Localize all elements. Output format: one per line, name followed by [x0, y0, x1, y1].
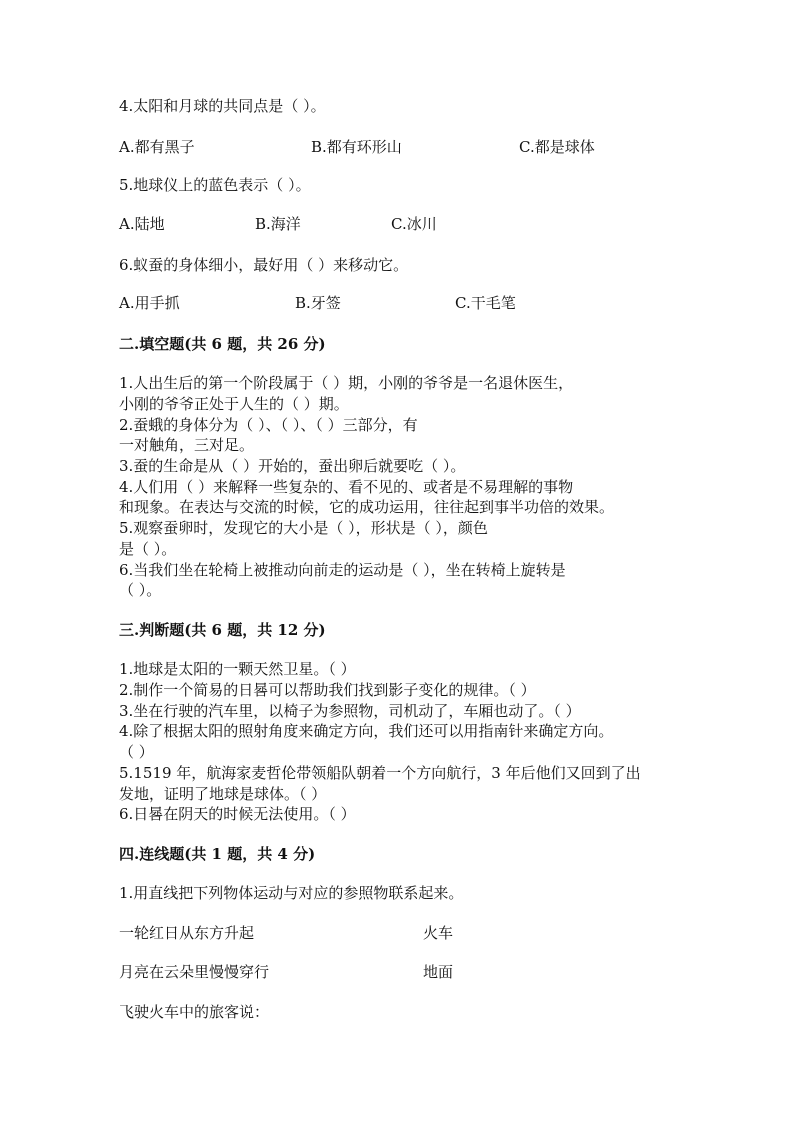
text-line: 1.人出生后的第一个阶段属于（ ）期，小刚的爷爷是一名退休医生，: [119, 374, 574, 392]
text-line: 6.日晷在阴天的时候无法使用。（ ）: [119, 805, 356, 823]
text-line: 2.蚕蛾的身体分为（ ）、（ ）、（ ）三部分，有: [119, 416, 418, 434]
option-a: A.陆地: [119, 215, 165, 233]
section-heading-judge: 三.判断题(共 6 题，共 12 分): [119, 621, 326, 639]
text-line: 5.观察蚕卵时，发现它的大小是（ ），形状是（ ），颜色: [119, 519, 488, 537]
match-instruction: 1.用直线把下列物体运动与对应的参照物联系起来。: [119, 884, 464, 902]
option-a: A.用手抓: [119, 294, 180, 312]
text-line: 和现象。在表达与交流的时候，它的成功运用，往往起到事半功倍的效果。: [119, 498, 615, 516]
option-b: B.海洋: [255, 215, 301, 233]
text-line: 3.蚕的生命是从（ ）开始的，蚕出卵后就要吃（ ）。: [119, 457, 466, 475]
text-line: 6.当我们坐在轮椅上被推动向前走的运动是（ ），坐在转椅上旋转是: [119, 561, 566, 579]
text-line: 2.制作一个简易的日晷可以帮助我们找到影子变化的规律。（ ）: [119, 681, 536, 699]
match-right-item: 火车: [423, 924, 454, 942]
text-line: 4.除了根据太阳的照射角度来确定方向，我们还可以用指南针来确定方向。: [119, 722, 614, 740]
text-line: 一对触角，三对足。: [119, 436, 255, 454]
match-left-item: 月亮在云朵里慢慢穿行: [119, 963, 270, 981]
text-line: 3.坐在行驶的汽车里，以椅子为参照物，司机动了，车厢也动了。（ ）: [119, 702, 581, 720]
text-line: 4.人们用（ ）来解释一些复杂的、看不见的、或者是不易理解的事物: [119, 478, 574, 496]
option-a: A.都有黑子: [119, 138, 195, 156]
section-heading-match: 四.连线题(共 1 题，共 4 分): [119, 845, 316, 863]
text-line: 发地，证明了地球是球体。（ ）: [119, 785, 327, 803]
option-b: B.牙签: [295, 294, 341, 312]
question-stem: 4.太阳和月球的共同点是（ ）。: [119, 97, 326, 115]
match-left-item: 飞驶火车中的旅客说：: [119, 1003, 270, 1021]
match-right-item: 地面: [423, 963, 454, 981]
text-line: 小刚的爷爷正处于人生的（ ）期。: [119, 395, 349, 413]
option-b: B.都有环形山: [311, 138, 402, 156]
text-line: （ ）。: [119, 581, 162, 599]
section-heading-fill: 二.填空题(共 6 题，共 26 分): [119, 335, 326, 353]
question-stem: 6.蚁蚕的身体细小，最好用（ ）来移动它。: [119, 256, 409, 274]
text-line: （ ）: [119, 743, 154, 761]
option-c: C.冰川: [391, 215, 437, 233]
match-left-item: 一轮红日从东方升起: [119, 924, 255, 942]
question-stem: 5.地球仪上的蓝色表示（ ）。: [119, 176, 311, 194]
text-line: 1.地球是太阳的一颗天然卫星。（ ）: [119, 660, 356, 678]
text-line: 5.1519 年，航海家麦哲伦带领船队朝着一个方向航行，3 年后他们又回到了出: [119, 764, 641, 782]
option-c: C.都是球体: [519, 138, 595, 156]
text-line: 是（ ）。: [119, 540, 177, 558]
option-c: C.干毛笔: [455, 294, 516, 312]
